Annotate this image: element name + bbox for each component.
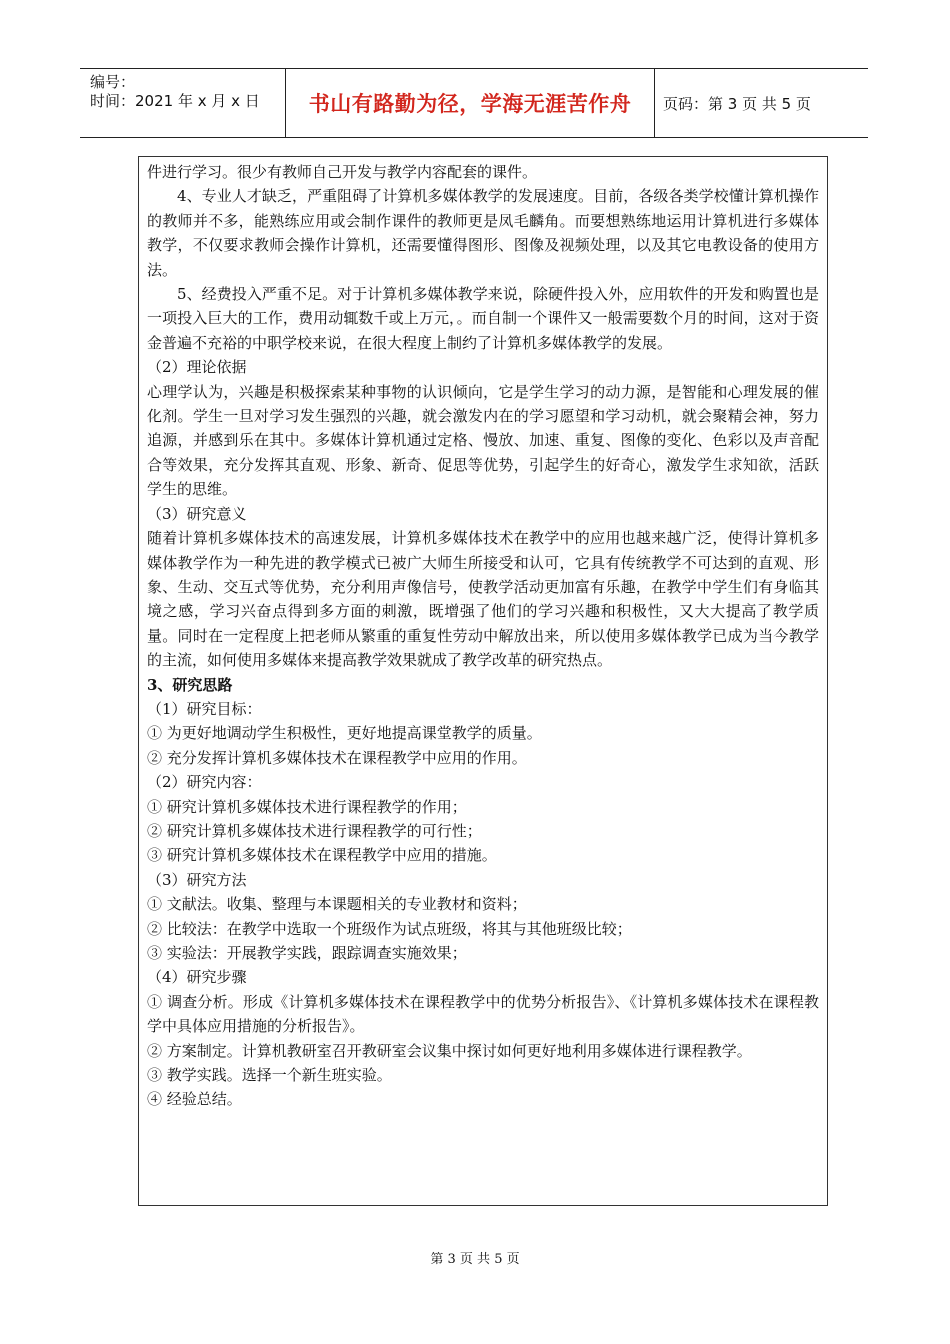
- paragraph: 4、专业人才缺乏，严重阻碍了计算机多媒体教学的发展速度。目前，各级各类学校懂计算机操作的教师并不多，能熟练应用或会制作课件的教师更是凤毛麟角。而要想熟练地运用计算机进行多媒体教学，不仅要求教师会操作计算机，还需要懂得图形、图像及视频处理，以及其它电教设备的使用方法。: [147, 187, 819, 279]
- paragraph: （3）研究意义: [147, 504, 247, 523]
- paragraph: ① 研究计算机多媒体技术进行课程教学的作用；: [147, 797, 467, 816]
- paragraph: （2）研究内容：: [147, 773, 262, 792]
- paragraph: 件进行学习。很少有教师自己开发与教学内容配套的课件。: [147, 163, 538, 181]
- paragraph: ② 比较法：在教学中选取一个班级作为试点班级，将其与其他班级比较；: [147, 919, 632, 938]
- header-meta: [80, 69, 285, 137]
- page-footer: 第 3 页 共 5 页: [430, 1252, 520, 1267]
- document-date: 时间：2021 年 x 月 x 日: [90, 92, 260, 110]
- document-number: 编号：: [90, 73, 136, 91]
- paragraph: （3）研究方法: [147, 870, 247, 889]
- paragraph: ① 为更好地调动学生积极性，更好地提高课堂教学的质量。: [147, 724, 542, 743]
- paragraph: ③ 研究计算机多媒体技术在课程教学中应用的措施。: [147, 846, 497, 865]
- paragraph: ② 方案制定。计算机教研室召开教研室会议集中探讨如何更好地利用多媒体进行课程教学。: [147, 1041, 752, 1060]
- paragraph: 随着计算机多媒体技术的高速发展，计算机多媒体技术在教学中的应用也越来越广泛，使得计算机多媒体教学作为一种先进的教学模式已被广大师生所接受和认可，它具有传统教学不可达到的直观、形象、生动、交互式等优势，充分利用声像信号，使教学活动更加富有乐趣，在教学中学生们有身临其境之感，学习兴奋点得到多方面的刺激，既增强了他们的学习兴趣和积极性，又大大提高了教学质量。同时在一定程度上把老师从繁重的重复性劳动中解放出来，所以使用多媒体教学已成为当今教学的主流，如何使用多媒体来提高教学效果就成了教学改革的研究热点。: [147, 529, 819, 670]
- paragraph: ② 充分发挥计算机多媒体技术在课程教学中应用的作用。: [147, 748, 527, 767]
- paragraph: ① 文献法。收集、整理与本课题相关的专业教材和资料；: [147, 895, 527, 914]
- header-page-number: 页码：第 3 页 共 5 页: [663, 94, 811, 113]
- paragraph: ③ 教学实践。选择一个新生班实验。: [147, 1066, 392, 1085]
- paragraph: 5、经费投入严重不足。对于计算机多媒体教学来说，除硬件投入外，应用软件的开发和购置也是一项投入巨大的工作，费用动辄数千或上万元，。而自制一个课件又一般需要数个月的时间，这对于资金普遍不充裕的中职学校来说，在很大程度上制约了计算机多媒体教学的发展。: [147, 285, 819, 352]
- paragraph: ① 调查分析。形成《计算机多媒体技术在课程教学中的优势分析报告》、《计算机多媒体技术在课程教学中具体应用措施的分析报告》。: [147, 992, 819, 1036]
- body-text-box: [138, 156, 828, 1206]
- section-heading: 3、研究思路: [147, 675, 233, 694]
- paragraph: （2）理论依据: [147, 358, 247, 377]
- paragraph: 心理学认为，兴趣是积极探索某种事物的认识倾向，它是学生学习的动力源，是智能和心理发展的催化剂。学生一旦对学习发生强烈的兴趣，就会激发内在的学习愿望和学习动机，就会聚精会神，努力追源，并感到乐在其中。多媒体计算机通过定格、慢放、加速、重复、图像的变化、色彩以及声音配合等效果，充分发挥其直观、形象、新奇、促思等优势，引起学生的好奇心，激发学生求知欲，活跃学生的思维。: [147, 382, 819, 499]
- paragraph: ③ 实验法：开展教学实践，跟踪调查实施效果；: [147, 944, 467, 962]
- paragraph: ④ 经验总结。: [147, 1090, 242, 1109]
- header-motto: 书山有路勤为径，学海无涯苦作舟: [285, 69, 655, 137]
- paragraph: ② 研究计算机多媒体技术进行课程教学的可行性；: [147, 821, 482, 840]
- paragraph: （1）研究目标：: [147, 699, 262, 718]
- page-header: [80, 68, 868, 138]
- paragraph: （4）研究步骤: [147, 968, 247, 987]
